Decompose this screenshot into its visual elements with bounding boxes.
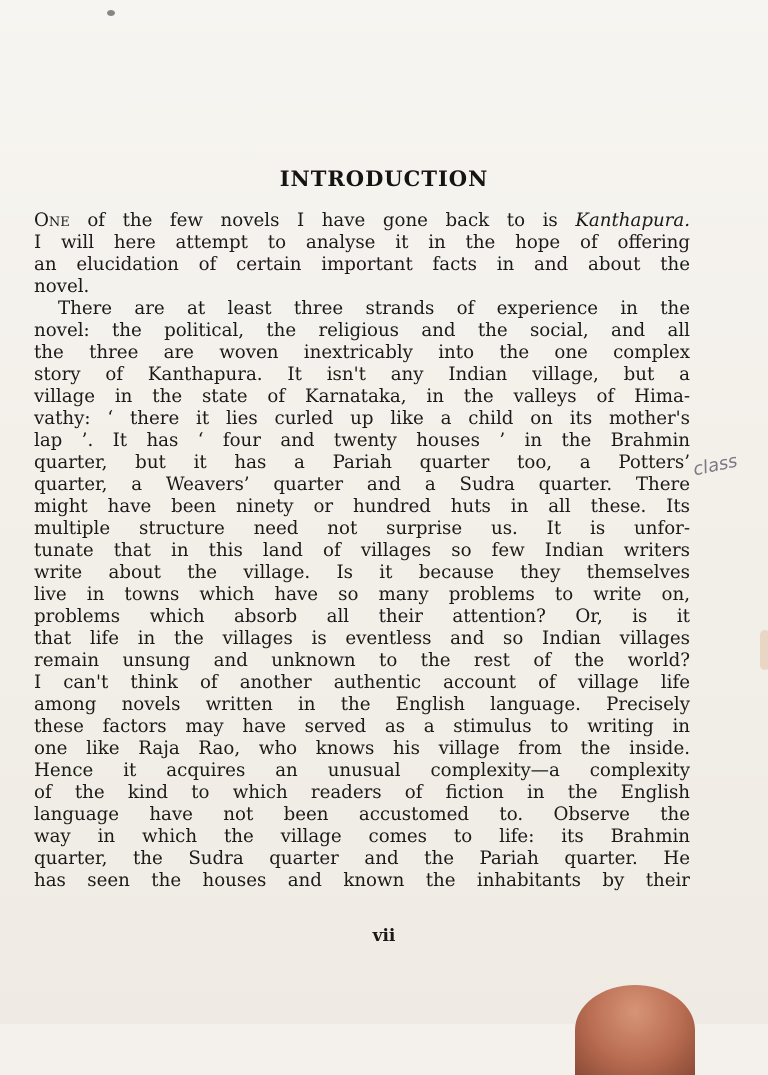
text-line: multiple structure need not surprise us. It is unfor- — [34, 518, 690, 539]
text-line: has seen the houses and known the inhabitants by their — [34, 870, 690, 891]
text-line: lap ’. It has ‘ four and twenty houses ’ in the Brahmin — [34, 430, 690, 451]
text-line: among novels written in the English language. Precisely — [34, 694, 690, 715]
handwritten-margin-note: class — [691, 450, 740, 481]
text-line: might have been ninety or hundred huts in all these. Its — [34, 496, 690, 517]
text-line: quarter, the Sudra quarter and the Pariah quarter. He — [34, 848, 690, 869]
ink-speck — [107, 10, 115, 16]
text-line: that life in the villages is eventless and so Indian villages — [34, 628, 690, 649]
text-line: story of Kanthapura. It isn't any Indian village, but a — [34, 364, 690, 385]
text-line: I will here attempt to analyse it in the hope of offering — [34, 232, 690, 253]
text-line: of the kind to which readers of fiction in the English — [34, 782, 690, 803]
text-line: There are at least three strands of experience in the — [58, 298, 690, 319]
drop-word: One — [34, 210, 70, 231]
text-line: language have not been accustomed to. Observe the — [34, 804, 690, 825]
text-line: One of the few novels I have gone back to is Kanthapura. — [34, 210, 690, 231]
text-line: quarter, but it has a Pariah quarter too, a Potters’ — [34, 452, 690, 473]
page-edge-mark — [760, 630, 768, 670]
text-line: way in which the village comes to life: its Brahmin — [34, 826, 690, 847]
text-line: write about the village. Is it because they themselves — [34, 562, 690, 583]
text-line: village in the state of Karnataka, in the valleys of Hima- — [34, 386, 690, 407]
body-text — [34, 210, 690, 892]
text-line: live in towns which have so many problems to write on, — [34, 584, 690, 605]
text-line: these factors may have served as a stimulus to writing in — [34, 716, 690, 737]
text-line: novel. — [34, 276, 90, 297]
text-line: tunate that in this land of villages so few Indian writers — [34, 540, 690, 561]
text-line: I can't think of another authentic account of village life — [34, 672, 690, 693]
page-title: INTRODUCTION — [279, 166, 489, 191]
text-line: remain unsung and unknown to the rest of the world? — [34, 650, 690, 671]
text-line: Hence it acquires an unusual complexity—a complexity — [34, 760, 690, 781]
thumb-image — [575, 985, 695, 1075]
text-line: problems which absorb all their attention? Or, is it — [34, 606, 690, 627]
text-line: an elucidation of certain important facts in and about the — [34, 254, 690, 275]
text-line: one like Raja Rao, who knows his village from the inside. — [34, 738, 690, 759]
text-line: vathy: ‘ there it lies curled up like a child on its mother's — [34, 408, 690, 429]
book-title: Kanthapura. — [575, 210, 690, 231]
text-line: quarter, a Weavers’ quarter and a Sudra quarter. There — [34, 474, 690, 495]
text-line: the three are woven inextricably into the one complex — [34, 342, 690, 363]
text-line: novel: the political, the religious and the social, and all — [34, 320, 690, 341]
page-number: vii — [372, 926, 396, 946]
